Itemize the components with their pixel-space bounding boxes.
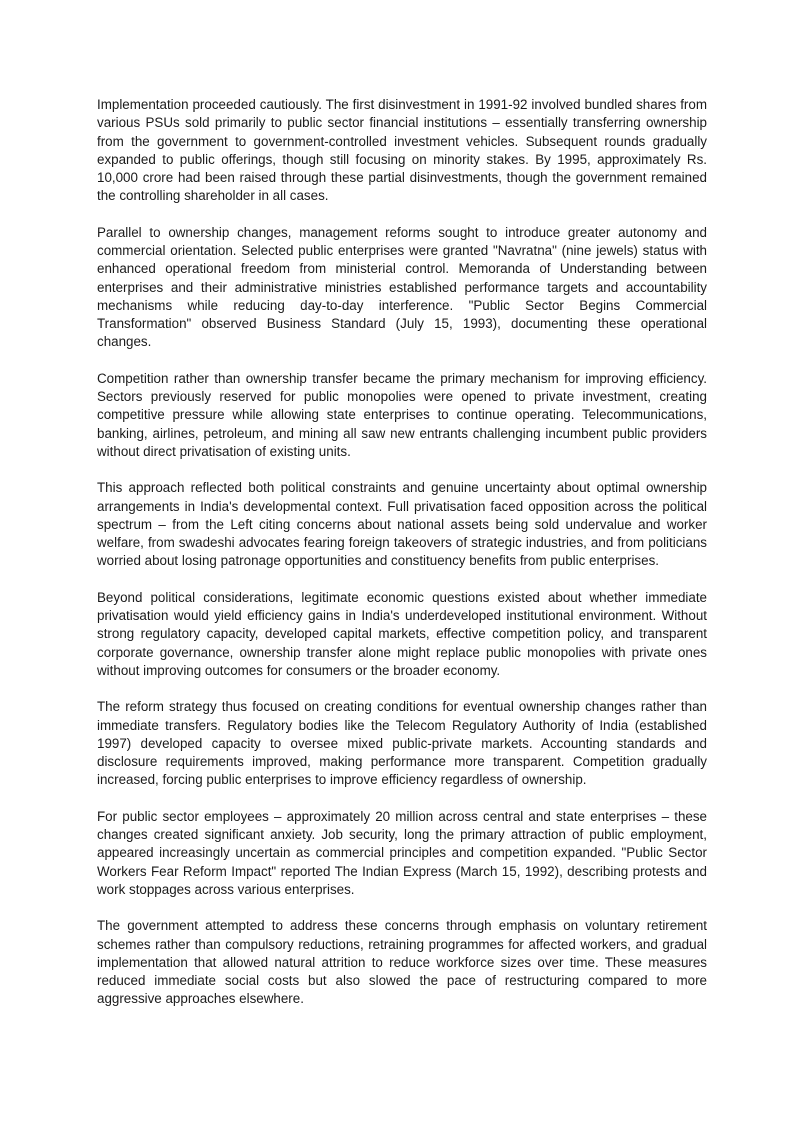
paragraph-management-reforms: Parallel to ownership changes, management reforms sought to introduce greater autonomy and commercial orientation. Selected public enterprises were granted "Navratna" (nine jewels) status with enhanced operational freedom from ministerial control. Memoranda of Understanding between enterprises and their administrative ministries established performance targets and accountability mechanisms while reducing day-to-day interference. "Public Sector Begins Commercial Transformation" observed Business Standard (July 15, 1993), documenting these operational changes.: [97, 224, 707, 350]
document-page: [97, 96, 707, 1027]
paragraph-government-response: The government attempted to address these concerns through emphasis on voluntary retirement schemes rather than compulsory reductions, retraining programmes for affected workers, and gradual implementation that allowed natural attrition to reduce workforce sizes over time. These measures reduced immediate social costs but also slowed the pace of restructuring compared to more aggressive approaches elsewhere.: [97, 918, 707, 1007]
paragraph-competition: Competition rather than ownership transfer became the primary mechanism for improving efficiency. Sectors previously reserved for public monopolies were opened to private investment, creating competitive pressure while allowing state enterprises to continue operating. Telecommunications, banking, airlines, petroleum, and mining all saw new entrants challenging incumbent public providers without direct privatisation of existing units.: [97, 370, 707, 459]
paragraph-economic-questions: Beyond political considerations, legitimate economic questions existed about whether immediate privatisation would yield efficiency gains in India's underdeveloped institutional environment. Without strong regulatory capacity, developed capital markets, effective competition policy, and transparent corporate governance, ownership transfer alone might replace public monopolies with private ones without improving outcomes for consumers or the broader economy.: [97, 589, 707, 678]
paragraph-employees: For public sector employees – approximately 20 million across central and state enterprises – these changes created significant anxiety. Job security, long the primary attraction of public employment, appeared increasingly uncertain as commercial principles and competition expanded. "Public Sector Workers Fear Reform Impact" reported The Indian Express (March 15, 1992), describing protests and work stoppages across various enterprises.: [97, 808, 707, 897]
paragraph-political-constraints: This approach reflected both political constraints and genuine uncertainty about optimal ownership arrangements in India's developmental context. Full privatisation faced opposition across the political spectrum – from the Left citing concerns about national assets being sold undervalue and worker welfare, from swadeshi advocates fearing foreign takeovers of strategic industries, and from politicians worried about losing patronage opportunities and constituency benefits from public enterprises.: [97, 480, 707, 569]
paragraph-disinvestment: Implementation proceeded cautiously. The first disinvestment in 1991-92 involved bundled shares from various PSUs sold primarily to public sector financial institutions – essentially transferring ownership from the government to government-controlled investment vehicles. Subsequent rounds gradually expanded to public offerings, though still focusing on minority stakes. By 1995, approximately Rs. 10,000 crore had been raised through these partial disinvestments, though the government remained the controlling shareholder in all cases.: [97, 97, 707, 204]
paragraph-reform-strategy: The reform strategy thus focused on creating conditions for eventual ownership changes rather than immediate transfers. Regulatory bodies like the Telecom Regulatory Authority of India (established 1997) developed capacity to oversee mixed public-private markets. Accounting standards and disclosure requirements improved, making performance more transparent. Competition gradually increased, forcing public enterprises to improve efficiency regardless of ownership.: [97, 699, 707, 788]
